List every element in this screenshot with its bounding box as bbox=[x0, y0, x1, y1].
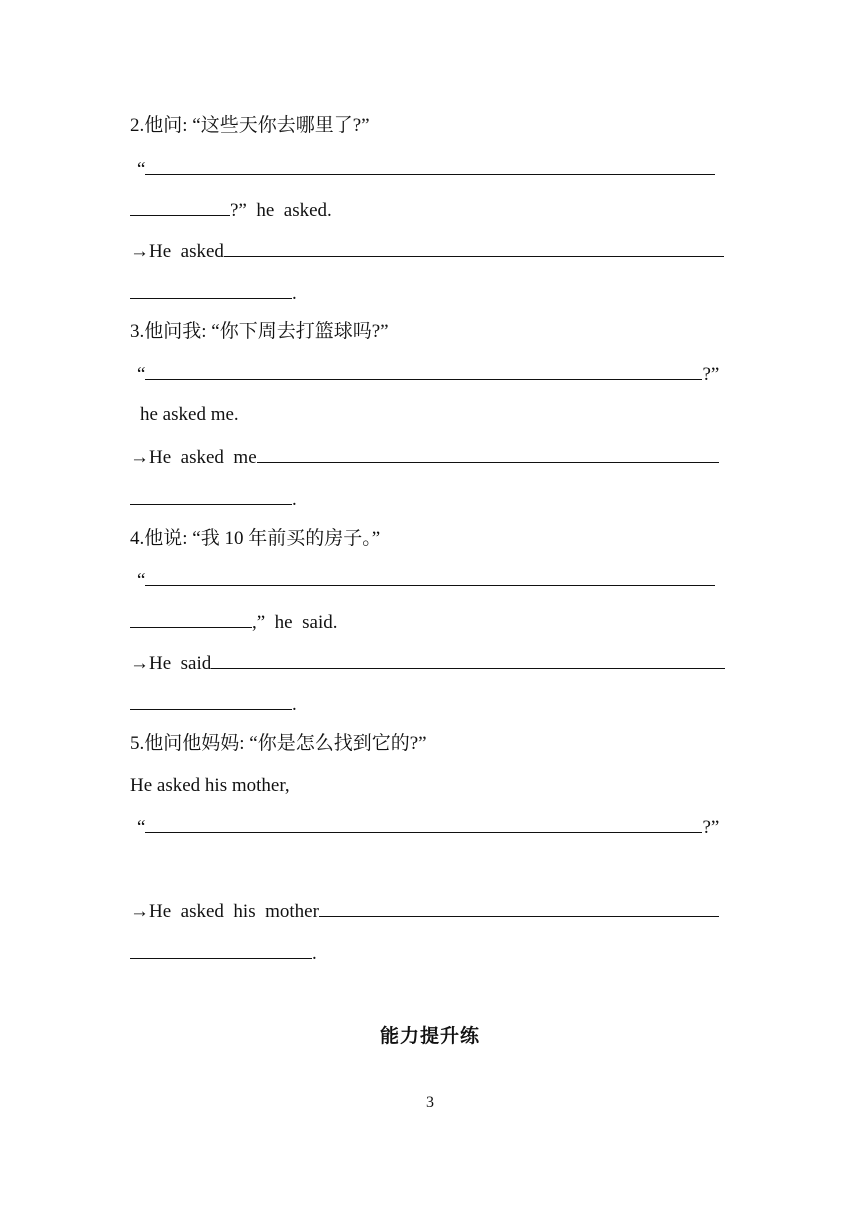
rewrite-prefix: →He asked his mother bbox=[130, 901, 319, 922]
open-quote: “ bbox=[137, 364, 146, 385]
question-5-rewrite-end-line bbox=[130, 941, 317, 965]
page-number: 3 bbox=[426, 1094, 434, 1111]
answer-blank[interactable] bbox=[145, 815, 702, 833]
answer-blank[interactable] bbox=[130, 692, 292, 710]
question-2-quote-end-line bbox=[130, 198, 332, 222]
answer-blank[interactable] bbox=[130, 281, 292, 299]
end-mark: . bbox=[312, 943, 317, 964]
question-3-quote-line bbox=[137, 362, 719, 386]
question-3-prompt: 3.他问我: “你下周去打篮球吗?” bbox=[130, 321, 389, 342]
question-2-rewrite-end-line bbox=[130, 281, 297, 305]
question-2-quote-line bbox=[137, 157, 715, 181]
close-quote: ?” bbox=[702, 817, 720, 838]
answer-blank[interactable] bbox=[145, 568, 715, 586]
question-5-rewrite-line bbox=[130, 899, 719, 923]
question-3-rewrite-line bbox=[130, 445, 719, 469]
rewrite-prefix: →He asked me bbox=[130, 447, 257, 468]
question-4-quote-line bbox=[137, 568, 715, 592]
question-4-prompt: 4.他说: “我 10 年前买的房子。” bbox=[130, 528, 381, 549]
rewrite-prefix: →He asked bbox=[130, 241, 224, 262]
quote-end-text: ?” he asked. bbox=[230, 200, 332, 221]
answer-blank[interactable] bbox=[319, 899, 719, 917]
end-mark: . bbox=[292, 283, 297, 304]
answer-blank[interactable] bbox=[224, 239, 724, 257]
open-quote: “ bbox=[137, 817, 146, 838]
answer-blank[interactable] bbox=[145, 157, 715, 175]
question-4-rewrite-line bbox=[130, 651, 725, 675]
question-2-prompt: 2.他问: “这些天你去哪里了?” bbox=[130, 115, 370, 136]
question-5-prompt: 5.他问他妈妈: “你是怎么找到它的?” bbox=[130, 733, 427, 754]
answer-blank[interactable] bbox=[130, 487, 292, 505]
question-4-quote-end-line bbox=[130, 610, 337, 634]
answer-blank[interactable] bbox=[257, 445, 719, 463]
open-quote: “ bbox=[137, 159, 146, 180]
answer-blank[interactable] bbox=[130, 610, 252, 628]
question-5-lead-in: He asked his mother, bbox=[130, 775, 290, 796]
section-title: 能力提升练 bbox=[379, 1025, 480, 1047]
answer-blank[interactable] bbox=[130, 941, 312, 959]
question-2-rewrite-line bbox=[130, 239, 724, 263]
end-mark: . bbox=[292, 489, 297, 510]
open-quote: “ bbox=[137, 570, 146, 591]
question-5-quote-line bbox=[137, 815, 719, 839]
answer-blank[interactable] bbox=[211, 651, 725, 669]
end-mark: . bbox=[292, 694, 297, 715]
answer-blank[interactable] bbox=[130, 198, 230, 216]
close-quote: ?” bbox=[702, 364, 720, 385]
question-3-after-quote: he asked me. bbox=[140, 404, 239, 425]
quote-end-text: ,” he said. bbox=[252, 612, 338, 633]
question-4-rewrite-end-line bbox=[130, 692, 297, 716]
question-3-rewrite-end-line bbox=[130, 487, 297, 511]
answer-blank[interactable] bbox=[145, 362, 702, 380]
rewrite-prefix: →He said bbox=[130, 653, 212, 674]
